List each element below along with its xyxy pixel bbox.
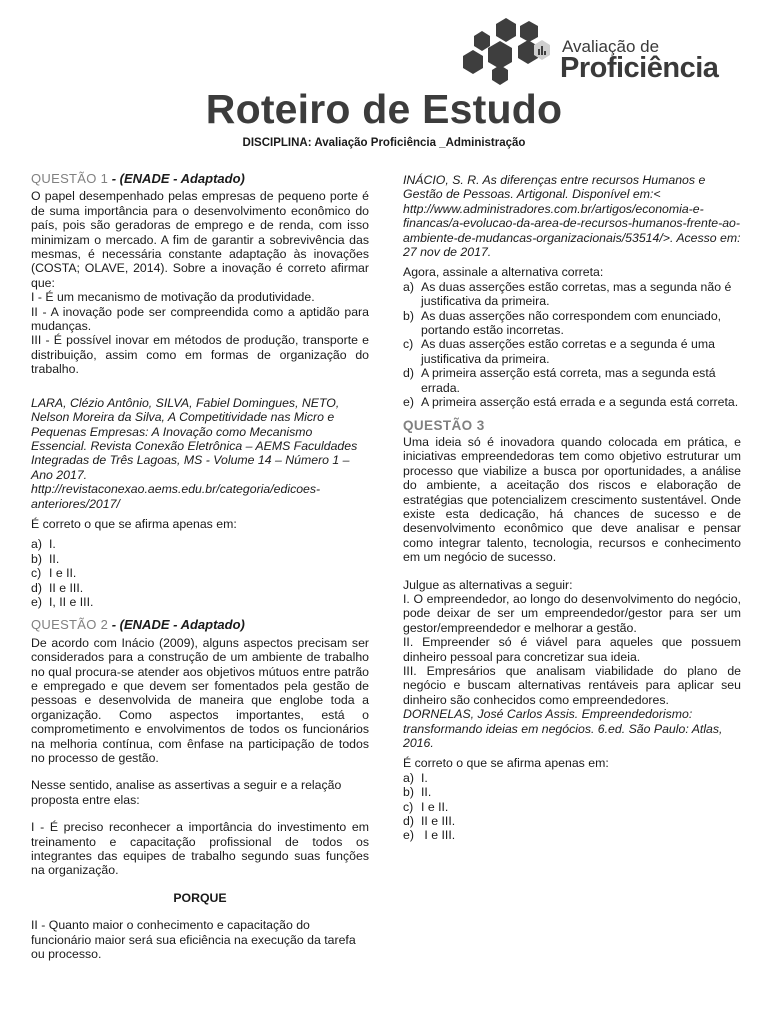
option-item[interactable]: b) II. — [403, 785, 432, 800]
question-1-item-2: II - A inovação pode ser compreendida como a aptidão para mudanças. — [31, 304, 369, 334]
question-3-judge: Julgue as alternativas a seguir: — [403, 577, 573, 592]
question-1-item-1: I - É um mecanismo de motivação da produtividade. — [31, 290, 315, 305]
question-3-item-2: II. Empreender só é viável para aqueles que possuem dinheiro pessoal para concretizar sua ideia. — [403, 635, 741, 664]
question-3-reference: DORNELAS, José Carlos Assis. Empreendedorismo: transformando ideias em negócios. 6.ed. São Paulo: Atlas, 2016. — [403, 707, 723, 751]
option-item[interactable]: c) As duas asserções estão corretas e a segunda é uma justificativa da primeira. — [403, 337, 715, 366]
question-1-source: - (ENADE - Adaptado) — [108, 171, 245, 186]
option-item[interactable]: a) I. — [403, 770, 428, 785]
question-1-item-3: III - É possível inovar em métodos de produção, transporte e distribuição, assim como em formas de organização do trabalho. — [31, 333, 369, 377]
option-item[interactable]: b) II. — [31, 551, 60, 566]
question-2-assertion-2: II - Quanto maior o conhecimento e capacitação do funcionário maior será sua eficiência na execução da tarefa ou processo. — [31, 918, 356, 962]
question-3-label: QUESTÃO 3 — [403, 417, 485, 433]
page-title: Roteiro de Estudo — [205, 86, 563, 132]
option-item[interactable]: c) I e II. — [403, 799, 449, 814]
question-2-prompt: Agora, assinale a alternativa correta: — [403, 265, 604, 280]
option-item[interactable]: c) I e II. — [31, 566, 77, 581]
option-item[interactable]: e) I, II e III. — [31, 594, 94, 609]
question-1-intro: O papel desempenhado pelas empresas de pequeno porte é de suma importância para o desenvolvimento econômico do país, pois são geradoras de emprego e de renda, com isso minimizam o mercado. A fim de garantir a sobrevivência das mesmas, é necessária constante adaptação às inovações (COSTA; OLAVE, 2014). Sobre a inovação é correto afirmar que: — [31, 189, 369, 290]
question-2-intro: De acordo com Inácio (2009), alguns aspectos precisam ser considerados para a construção de um ambiente de trabalho no qual procura-se atender aos objetivos mútuos entre patrão e empregado e que devem ser fomentados pela gestão de pessoas e desenvolvida de maneira que englobe toda a organização. Como aspectos importantes, está o comprometimento e envolvimentos de todos os funcionários na melhoria contínua, com ênfase na participação de todos no processo de gestão. — [31, 635, 369, 766]
question-2-options — [403, 280, 741, 410]
question-3-intro: Uma ideia só é inovadora quando colocada em prática, e iniciativas empreendedoras tem como objetivo estruturar um processo que viabilize a busca por oportunidades, a análise do ambiente, a aceitação dos riscos e elaboração de estratégias que potencializem crescimento sustentável. Onde existe esta dedicação, há chances de sucesso e de desenvolvimento econômico que deve analisar e pensar como integrar talento, tecnologia, recursos e conhecimento em um negócio de sucesso. — [403, 434, 741, 565]
logo-line-2: Proficiência — [560, 52, 719, 84]
question-3-item-1: I. O empreendedor, ao longo do desenvolvimento do negócio, pode deixar de ser um empreendedor/gestor para ser um gestor/empreendedor e melhorar a gestão. — [403, 591, 741, 635]
option-item[interactable]: a) As duas asserções estão corretas, mas a segunda não é justificativa da primeira. — [403, 279, 732, 309]
option-item[interactable]: d) II e III. — [403, 814, 456, 829]
option-item[interactable]: a) I. — [31, 537, 56, 552]
hexagon-cluster-icon — [458, 16, 558, 86]
option-item[interactable]: b) As duas asserções não correspondem com enunciado, portando estão incorretas. — [403, 308, 722, 338]
option-item[interactable]: e) I e III. — [403, 828, 456, 843]
question-3-options — [403, 771, 741, 843]
question-2-heading — [31, 618, 369, 632]
question-3-prompt: É correto o que se afirma apenas em: — [403, 756, 609, 771]
question-1-heading — [31, 172, 369, 186]
question-2-assertion-1: I - É preciso reconhecer a importância do investimento em treinamento e capacitação profissional de todos os integrantes das equipes de trabalho segundo suas funções na organização. — [31, 820, 369, 878]
question-2-reference: INÁCIO, S. R. As diferenças entre recursos Humanos e Gestão de Pessoas. Artigonal. Disponível em:< http://www.administradores.com.br/artigos/economia-e-financas/a-evolucao-da-area-de-recursos-humanos-frente-ao-ambiente-de-mudancas-organizacionais/53514/>. Acesso em: 27 nov de 2017. — [403, 173, 741, 260]
left-column — [31, 172, 369, 962]
discipline-line: DISCIPLINA: Avaliação Proficiência _Administração — [242, 137, 526, 149]
question-2-analysis: Nesse sentido, analise as assertivas a seguir e a relação proposta entre elas: — [31, 778, 342, 807]
question-2-connector: PORQUE — [173, 890, 227, 905]
question-2-label: QUESTÃO 2 — [31, 617, 109, 633]
question-2-source: - (ENADE - Adaptado) — [108, 617, 245, 633]
question-1-options — [31, 537, 369, 609]
question-1-prompt: É correto o que se afirma apenas em: — [31, 516, 237, 531]
question-3-item-3: III. Empresários que analisam viabilidade do plano de negócio e buscam alternativas rentáveis para aplicar seu dinheiro são conhecidos como empreendedores. — [403, 664, 741, 707]
option-item[interactable]: e) A primeira asserção está errada e a segunda está correta. — [403, 395, 739, 410]
right-column — [403, 173, 741, 843]
question-1-reference: LARA, Clézio Antônio, SILVA, Fabiel Domingues, NETO, Nelson Moreira da Silva, A Competitividade nas Micro e Pequenas Empresas: A Inovação como Mecanismo Essencial. Revista Conexão Eletrônica – AEMS Faculdades Integradas de Três Lagoas, MS - Volume 14 – Número 1 – Ano 2017. http://revistaconexao.aems.edu.br/categoria/edicoes-anteriores/2017/ — [31, 395, 358, 511]
logo-line-1: Avaliação de — [562, 37, 660, 56]
option-item[interactable]: d) II e III. — [31, 580, 84, 595]
question-1-label: QUESTÃO 1 — [31, 171, 109, 186]
proficiency-logo — [458, 16, 720, 86]
option-item[interactable]: d) A primeira asserção está correta, mas a segunda está errada. — [403, 366, 716, 395]
